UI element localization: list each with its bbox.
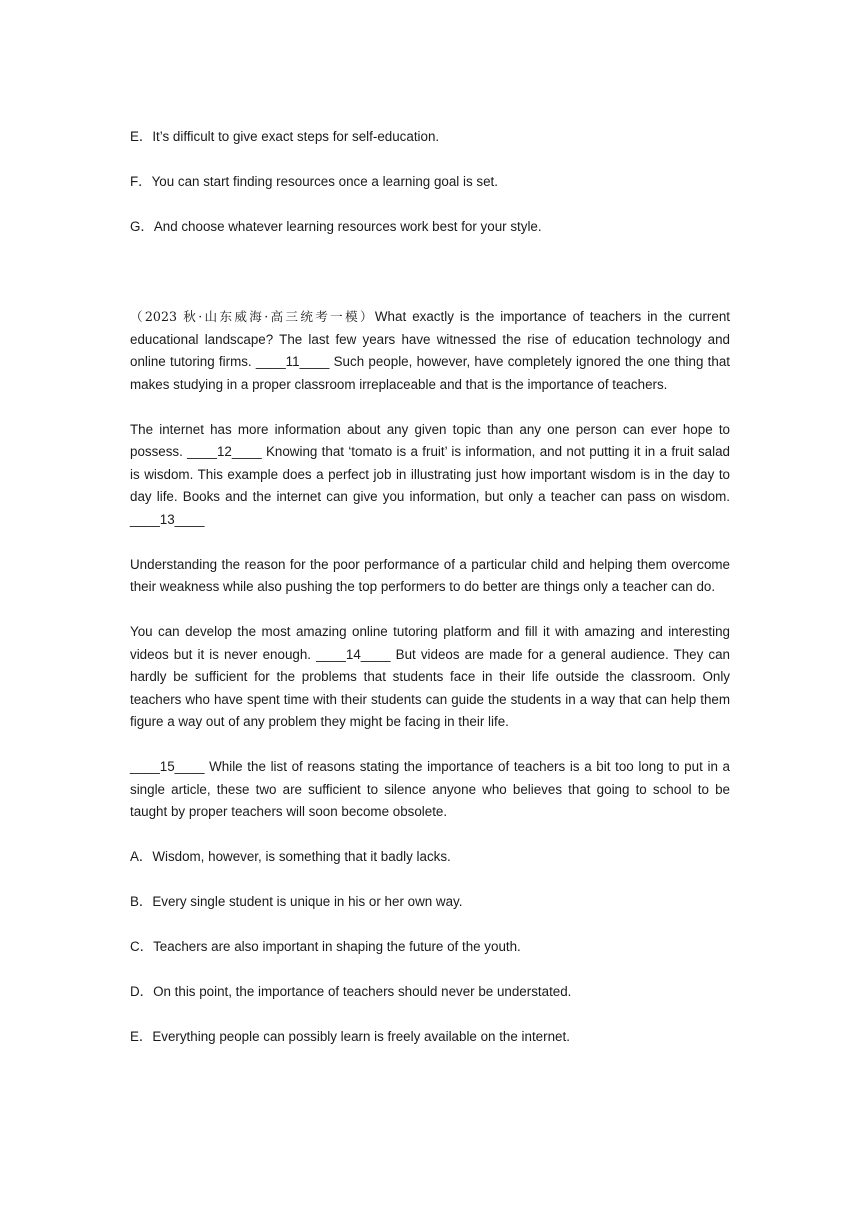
passage-paragraph-3: Understanding the reason for the poor performance of a particular child and helping them overcome their weakness while also pushing the top performers to do better are things only a teacher can do. — [130, 556, 730, 594]
option-letter: C． — [130, 939, 154, 954]
paragraph-text: You can develop the most amazing online tutoring platform and fill it with amazing and interesting videos but it is never enough. — [130, 624, 730, 662]
option-letter: D． — [130, 984, 154, 999]
option-text: On this point, the importance of teachers should never be understated. — [153, 984, 572, 999]
blank-11: ____11____ — [255, 354, 330, 369]
passage-paragraph-4 — [130, 621, 730, 734]
paragraph-text: Knowing that ‘tomato is a fruit’ is information, and not putting it in a fruit salad is wisdom. This example does a perfect job in illustrating just how important wisdom is in the day to day life. Books and the internet can give you information, but only a teacher can pass on wisdom. — [130, 444, 730, 504]
option-g-prev — [130, 216, 730, 239]
option-letter: F． — [130, 174, 152, 189]
option-e-prev — [130, 126, 730, 149]
passage-paragraph-2 — [130, 419, 730, 532]
option-letter: E． — [130, 1029, 153, 1044]
passage-paragraph-1 — [130, 306, 730, 396]
paragraph-text: Such people, however, have completely ignored the one thing that makes studying in a proper classroom irreplaceable and that is the importance of teachers. — [130, 354, 730, 392]
paragraph-text: While the list of reasons stating the importance of teachers is a bit too long to put in a single article, these two are sufficient to silence anyone who believes that going to school to be taught by proper teachers will soon become obsolete. — [130, 759, 730, 819]
option-text: Wisdom, however, is something that it badly lacks. — [152, 849, 451, 864]
blank-13: ____13____ — [130, 511, 205, 527]
section-spacer — [130, 261, 730, 306]
option-text: Every single student is unique in his or her own way. — [152, 894, 463, 909]
option-letter: E． — [130, 129, 153, 144]
option-text: And choose whatever learning resources work best for your style. — [153, 219, 542, 234]
paragraph-text: But videos are made for a general audience. They can hardly be sufficient for the problems that students face in their life outside the classroom. Only teachers who have spent time with their students can guide the students in a way that can help them figure a way out of any problem they might be facing in their life. — [130, 646, 730, 729]
option-d — [130, 981, 730, 1004]
paragraph-text: What exactly is the importance of teachers in the current educational landscape? The last few years have witnessed the rise of education technology and online tutoring firms. — [130, 309, 730, 369]
option-e — [130, 1026, 730, 1049]
blank-12: ____12____ — [187, 444, 262, 459]
option-text: Everything people can possibly learn is freely available on the internet. — [152, 1029, 570, 1044]
passage-paragraph-5 — [130, 756, 730, 824]
option-letter: G． — [130, 219, 154, 234]
blank-14: ____14____ — [316, 646, 391, 662]
option-letter: B． — [130, 894, 153, 909]
option-a — [130, 846, 730, 869]
paragraph-text: The internet has more information about any given topic than any one person can ever hope to possess. — [130, 421, 730, 459]
blank-15: ____15____ — [130, 759, 205, 774]
document-page — [130, 126, 730, 1071]
option-f-prev — [130, 171, 730, 194]
option-letter: A． — [130, 849, 153, 864]
option-b — [130, 891, 730, 914]
option-text: You can start finding resources once a learning goal is set. — [151, 174, 498, 189]
option-text: It’s difficult to give exact steps for self-education. — [152, 129, 440, 144]
option-c — [130, 936, 730, 959]
option-text: Teachers are also important in shaping the future of the youth. — [153, 939, 521, 954]
passage-source: （2023 秋·山东威海·高三统考一模） — [130, 309, 375, 324]
